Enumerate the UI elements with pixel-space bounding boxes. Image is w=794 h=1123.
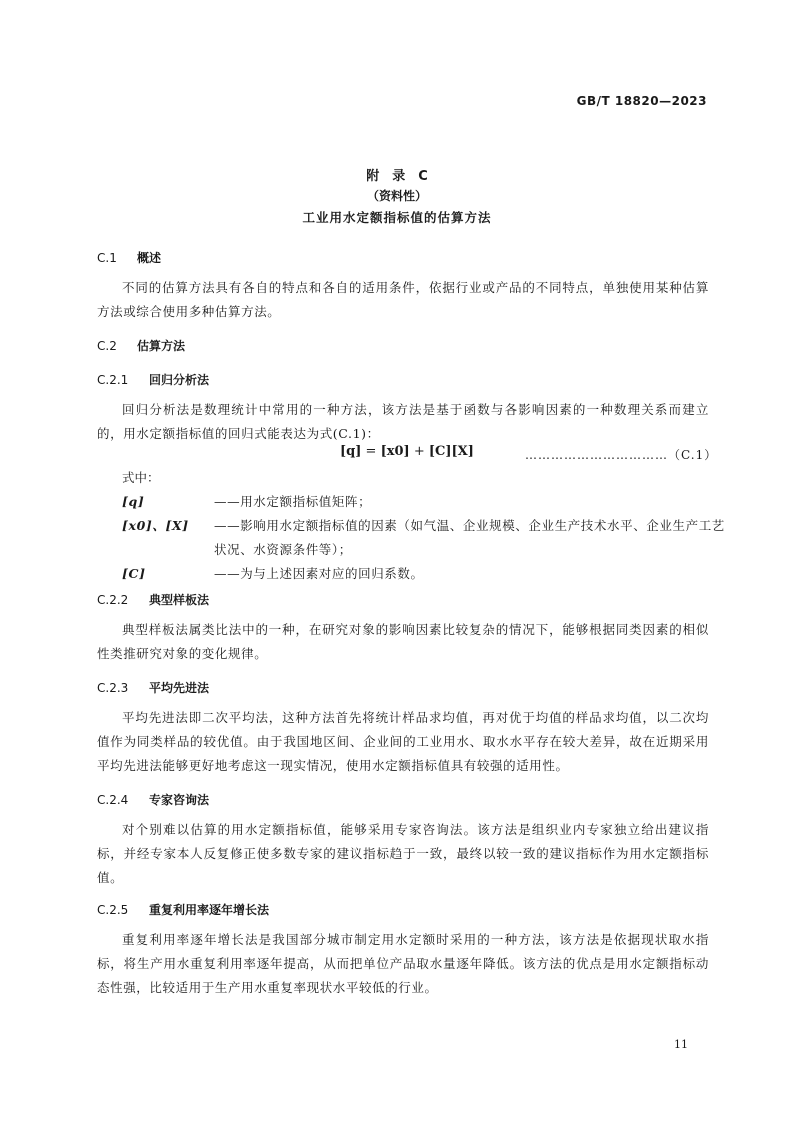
formula-lhs: [q] [340,444,362,459]
formula-c1 [340,444,474,459]
paragraph-c22: 典型样板法属类比法中的一种，在研究对象的影响因素比较复杂的情况下，能够根据同类因素的相似性类推研究对象的变化规律。 [97,622,709,661]
heading-c22 [97,591,209,608]
annex-name: 工业用水定额指标值的估算方法 [302,210,492,225]
heading-title: 回归分析法 [149,373,210,387]
standard-number: GB/T 18820—2023 [576,94,707,108]
heading-c24 [97,791,209,808]
heading-c23 [97,679,209,696]
definition-dash: —— [214,518,241,533]
paragraph-c24: 对个别难以估算的用水定额指标值，能够采用专家咨询法。该方法是组织业内专家独立给出建议指标，并经专家本人反复修正使多数专家的建议指标趋于一致，最终以较一致的建议指标作为用水定额指标值。 [97,822,709,885]
heading-title: 概述 [137,251,162,265]
definition-text: 为与上述因素对应的回归系数。 [240,566,424,581]
definition-continuation: 状况、水资源条件等）； [214,542,352,557]
heading-c2 [97,337,185,354]
heading-number: C.2 [97,339,117,353]
heading-number: C.2.2 [97,593,129,607]
formula-plus: + [409,444,429,459]
heading-number: C.1 [97,251,117,265]
formula-term-2: [C][X] [428,444,474,459]
heading-number: C.2.1 [97,373,129,387]
paragraph-c1: 不同的估算方法具有各自的特点和各自的适用条件，依据行业或产品的不同特点，单独使用某种估算方法或综合使用多种估算方法。 [97,280,709,319]
paragraph-c25: 重复利用率逐年增长法是我国部分城市制定用水定额时采用的一种方法，该方法是依据现状取水指标，将生产用水重复利用率逐年提高，从而把单位产品取水量逐年降低。该方法的优点是用水定额指标动态性强，比较适用于生产用水重复率现状水平较低的行业。 [97,932,709,995]
heading-title: 专家咨询法 [149,793,210,807]
formula-term-1: [x0] [380,444,410,459]
annex-title: 附 录 C [366,169,428,184]
definition-dash: —— [214,566,241,581]
definition-symbol: [C] [122,566,146,581]
annex-type: （资料性） [366,189,427,203]
where-label: 式中： [122,470,160,485]
definition-symbol: [q] [122,494,145,509]
definition-text: 用水定额指标值矩阵； [240,494,372,509]
heading-title: 重复利用率逐年增长法 [149,903,270,917]
paragraph-c21: 回归分析法是数理统计中常用的一种方法，该方法是基于函数与各影响因素的一种数理关系而建立的，用水定额指标值的回归式能表达为式(C.1)： [97,402,709,441]
definition-row [122,516,725,534]
page-number: 11 [674,1038,688,1051]
equation-number: ……………………………（C.1） [525,448,718,462]
heading-title: 典型样板法 [149,593,210,607]
heading-c1 [97,249,161,266]
definition-row [122,564,424,582]
paragraph-c23: 平均先进法即二次平均法，这种方法首先将统计样品求均值，再对优于均值的样品求均值，以二次均值作为同类样品的较优值。由于我国地区间、企业间的工业用水、取水水平存在较大差异，故在近期采用平均先进法能够更好地考虑这一现实情况，使用水定额指标值具有较强的适用性。 [97,710,709,773]
heading-c25 [97,901,269,918]
heading-number: C.2.3 [97,681,129,695]
heading-number: C.2.5 [97,903,129,917]
definition-dash: —— [214,494,241,509]
formula-equals: = [361,444,381,459]
heading-title: 平均先进法 [149,681,210,695]
heading-c21 [97,371,209,388]
definition-symbol: [x0]、[X] [122,518,189,533]
definition-text: 影响用水定额指标值的因素（如气温、企业规模、企业生产技术水平、企业生产工艺 [240,518,725,533]
heading-number: C.2.4 [97,793,129,807]
heading-title: 估算方法 [137,339,186,353]
definition-row [122,492,371,510]
